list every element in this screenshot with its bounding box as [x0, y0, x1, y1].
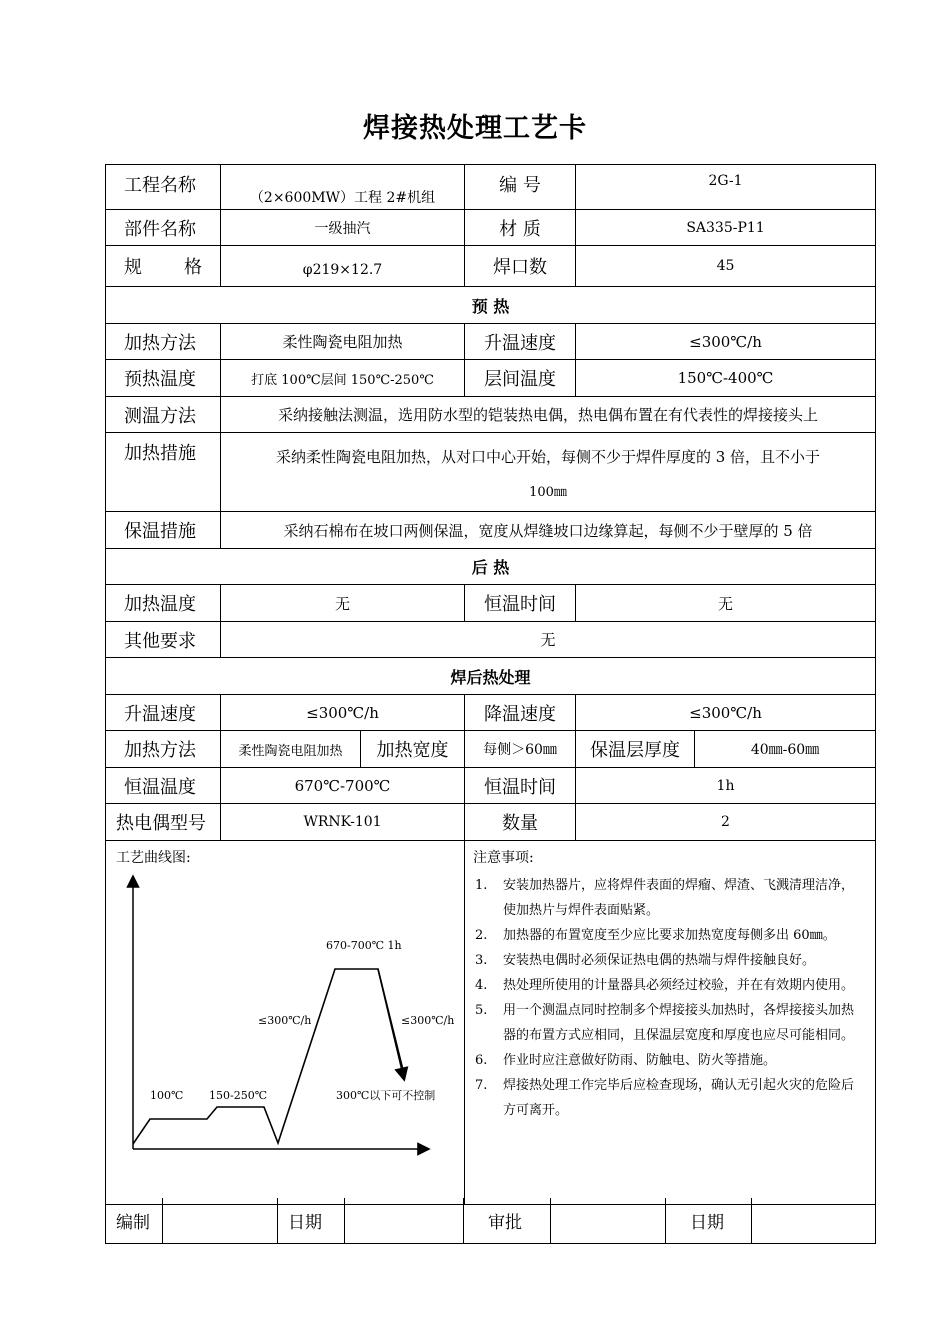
pwht-heating-width-value: 每侧＞60㎜: [465, 731, 576, 768]
curve-label-100: 100℃: [150, 1089, 184, 1102]
note-number: 7.: [475, 1078, 488, 1093]
note-text: 作业时应注意做好防雨、防触电、防火等措施。: [503, 1053, 777, 1068]
pwht-cooling-rate-label: 降温速度: [465, 695, 576, 731]
thermocouple-value: WRNK-101: [221, 804, 465, 841]
curve-line: [133, 969, 404, 1144]
number-value: 2G-1: [576, 165, 876, 210]
row-pwht-hold: [106, 768, 876, 804]
preheat-temp-label: 预热温度: [106, 360, 221, 397]
row-other: [106, 622, 876, 658]
interpass-temp-label: 层间温度: [465, 360, 576, 397]
preheat-temp-value: 打底 100℃层间 150℃-250℃: [221, 360, 465, 397]
weld-count-label: 焊口数: [465, 246, 576, 287]
project-name-label: 工程名称: [106, 165, 221, 210]
pwht-hold-time-value: 1h: [576, 768, 876, 804]
curve-label-fall: ≤300℃/h: [401, 1014, 455, 1027]
pwht-hold-time-label: 恒温时间: [465, 768, 576, 804]
note-item: [475, 1048, 863, 1073]
row-preheat-header: [106, 287, 876, 324]
heating-measure-line-2: 100㎜: [529, 485, 567, 500]
note-number: 4.: [475, 978, 488, 993]
pwht-heating-method-value: 柔性陶瓷电阻加热: [221, 731, 361, 768]
material-label: 材 质: [465, 210, 576, 246]
spec-label: [106, 246, 221, 287]
row-temp-measure: [106, 397, 876, 433]
interpass-temp-value: 150℃-400℃: [576, 360, 876, 397]
row-postheat-temp: [106, 585, 876, 622]
row-curve-notes: [106, 841, 876, 1205]
spec-label-text: 规 格: [124, 257, 202, 278]
curve-label-below300: 300℃以下可不控制: [336, 1089, 436, 1102]
note-text: 加热器的布置宽度至少应比要求加热宽度每侧多出 60㎜。: [503, 928, 836, 943]
row-project: [106, 165, 876, 210]
thermocouple-label: 热电偶型号: [106, 804, 221, 841]
pwht-insulation-thickness-value: 40㎜-60㎜: [695, 731, 876, 768]
pwht-hold-temp-label: 恒温温度: [106, 768, 221, 804]
other-label: 其他要求: [106, 622, 221, 658]
notes-list: [465, 873, 875, 1123]
notes-heading: 注意事项:: [473, 850, 534, 866]
note-number: 1.: [475, 878, 488, 893]
temp-measure-value: 采纳接触法测温，选用防水型的铠装热电偶，热电偶布置在有代表性的焊接接头上: [221, 397, 876, 433]
note-item: [475, 973, 863, 998]
date-field-2[interactable]: [752, 1198, 876, 1243]
curve-heading: 工艺曲线图:: [116, 850, 191, 866]
row-preheat-method: [106, 324, 876, 360]
curve-label-150-250: 150-250℃: [209, 1089, 268, 1102]
postheat-temp-label: 加热温度: [106, 585, 221, 622]
date-field-1[interactable]: [345, 1198, 464, 1243]
row-preheat-temp: [106, 360, 876, 397]
postheat-hold-time-value: 无: [576, 585, 876, 622]
note-number: 5.: [475, 1003, 488, 1018]
pwht-cooling-rate-value: ≤300℃/h: [576, 695, 876, 731]
note-number: 2.: [475, 928, 488, 943]
page-title: 焊接热处理工艺卡: [363, 113, 587, 144]
note-text: 焊接热处理工作完毕后应检查现场，确认无引起火灾的危险后方可离开。: [503, 1078, 855, 1118]
note-item: [475, 873, 863, 923]
pwht-insulation-thickness-label: 保温层厚度: [576, 731, 695, 768]
note-text: 用一个测温点同时控制多个焊接接头加热时，各焊接接头加热器的布置方式应相同，且保温层宽度和厚度也应尽可能相同。: [503, 1003, 855, 1043]
note-item: [475, 948, 863, 973]
note-text: 热处理所使用的计量器具必须经过校验，并在有效期内使用。: [503, 978, 855, 993]
date-label-2: 日期: [666, 1198, 752, 1243]
note-text: 安装加热器片，应将焊件表面的焊瘤、焊渣、飞溅清理洁净，使加热片与焊件表面贴紧。: [503, 878, 855, 918]
pwht-hold-temp-value: 670℃-700℃: [221, 768, 465, 804]
row-pwht-method: [106, 731, 876, 768]
pwht-heating-method-label: 加热方法: [106, 731, 221, 768]
material-value: SA335-P11: [576, 210, 876, 246]
postheat-temp-value: 无: [221, 585, 465, 622]
project-name-value: [221, 165, 465, 210]
postheat-section-title: 后 热: [106, 549, 876, 585]
temp-measure-label: 测温方法: [106, 397, 221, 433]
quantity-label: 数量: [465, 804, 576, 841]
signature-table: [105, 1198, 876, 1244]
note-text: 安装热电偶时必须保证热电偶的热端与焊件接触良好。: [503, 953, 816, 968]
number-label: 编 号: [465, 165, 576, 210]
pwht-heating-width-label: 加热宽度: [361, 731, 465, 768]
row-pwht-header: [106, 658, 876, 695]
notes-cell: [465, 841, 876, 1205]
row-insulation: [106, 512, 876, 549]
heating-measure-line-1: 采纳柔性陶瓷电阻加热，从对口中心开始，每侧不少于焊件厚度的 3 倍，且不小于: [275, 448, 821, 466]
compiled-signature-field[interactable]: [163, 1198, 278, 1243]
row-pwht-rate: [106, 695, 876, 731]
process-card-table: [105, 164, 876, 1205]
approve-label: 审批: [464, 1198, 551, 1243]
row-part: [106, 210, 876, 246]
pwht-heating-rate-value: ≤300℃/h: [221, 695, 465, 731]
heating-measure-value: [221, 433, 876, 512]
process-curve-chart: [106, 867, 464, 1203]
note-item: [475, 998, 863, 1048]
row-signatures: [106, 1198, 876, 1243]
preheat-heating-method-value: 柔性陶瓷电阻加热: [221, 324, 465, 360]
spec-value: φ219×12.7: [221, 246, 465, 287]
note-number: 3.: [475, 953, 488, 968]
weld-count-value: 45: [576, 246, 876, 287]
postheat-hold-time-label: 恒温时间: [465, 585, 576, 622]
preheat-heating-rate-label: 升温速度: [465, 324, 576, 360]
row-postheat-header: [106, 549, 876, 585]
curve-label-hold: 670-700℃ 1h: [326, 939, 402, 952]
row-spec: [106, 246, 876, 287]
row-thermocouple: [106, 804, 876, 841]
project-name-text: （2×600MW）工程 2#机组: [249, 190, 436, 206]
preheat-heating-rate-value: ≤300℃/h: [576, 324, 876, 360]
note-item: [475, 1073, 863, 1123]
heating-measure-label: 加热措施: [106, 433, 221, 512]
note-item: [475, 923, 863, 948]
part-name-value: 一级抽汽: [221, 210, 465, 246]
compiled-label: 编制: [106, 1198, 163, 1243]
date-label-1: 日期: [278, 1198, 345, 1243]
process-curve-cell: [106, 841, 465, 1205]
pwht-section-title: 焊后热处理: [106, 658, 876, 695]
note-number: 6.: [475, 1053, 488, 1068]
insulation-value: 采纳石棉布在坡口两侧保温，宽度从焊缝坡口边缘算起，每侧不少于壁厚的 5 倍: [221, 512, 876, 549]
part-name-label: 部件名称: [106, 210, 221, 246]
insulation-label: 保温措施: [106, 512, 221, 549]
other-value: 无: [221, 622, 876, 658]
curve-label-rise: ≤300℃/h: [258, 1014, 312, 1027]
quantity-value: 2: [576, 804, 876, 841]
row-heating-measure: [106, 433, 876, 512]
preheat-section-title: 预 热: [106, 287, 876, 324]
preheat-heating-method-label: 加热方法: [106, 324, 221, 360]
pwht-heating-rate-label: 升温速度: [106, 695, 221, 731]
approve-signature-field[interactable]: [551, 1198, 666, 1243]
